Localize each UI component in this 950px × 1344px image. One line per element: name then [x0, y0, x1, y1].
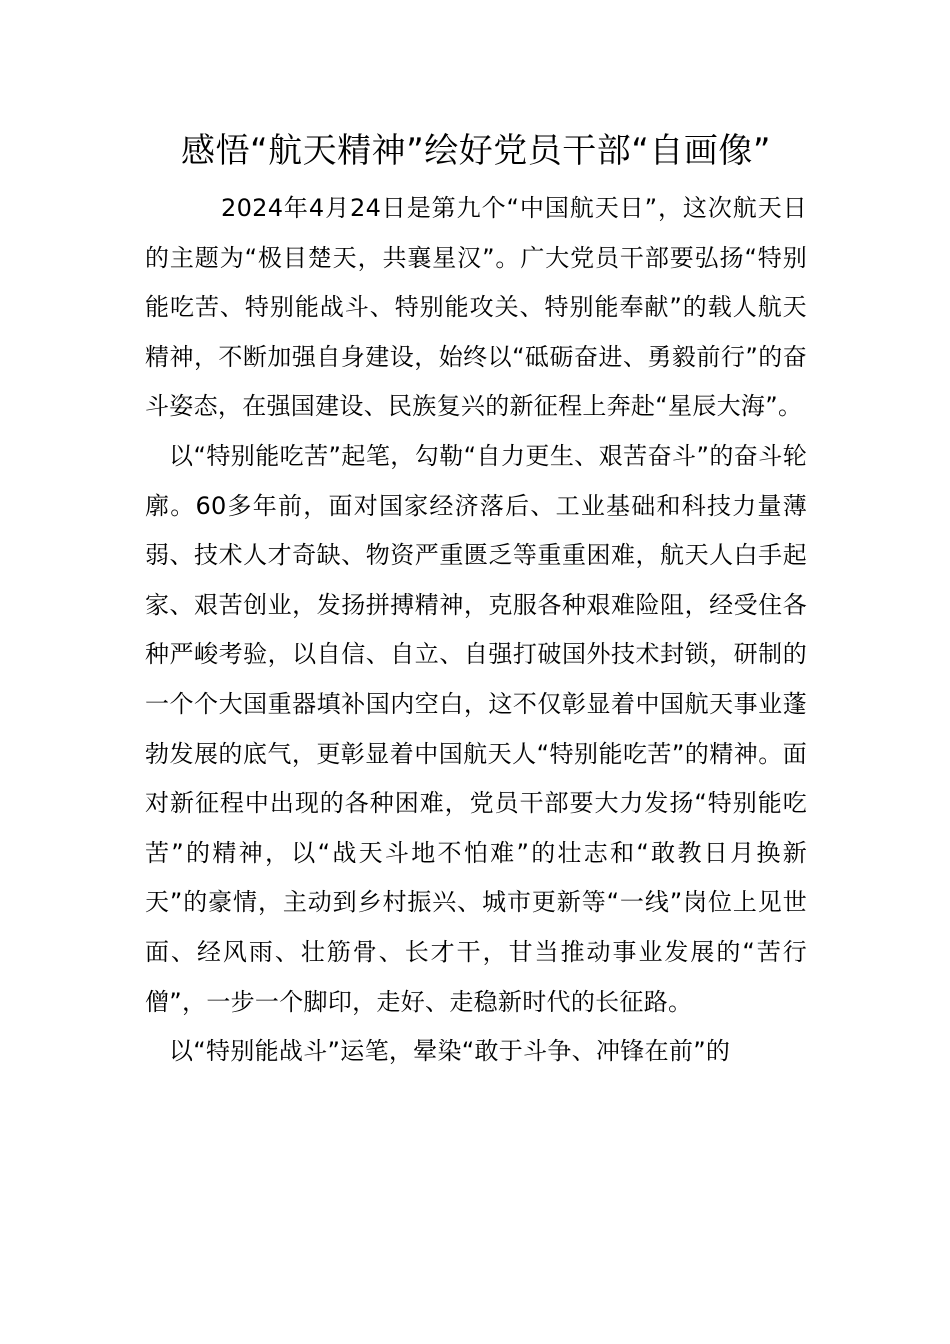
paragraph-fighting: 以“特别能战斗”运笔，晕染“敢于斗争、冲锋在前”的: [169, 1037, 731, 1066]
document-title: 感悟“航天精神”绘好党员干部“自画像”: [181, 131, 771, 171]
paragraph-hardship: 以“特别能吃苦”起笔，勾勒“自力更生、艰苦奋斗”的奋斗轮廓。60多年前，面对国家经济落后、工业基础和科技力量薄弱、技术人才奇缺、物资严重匮乏等重重困难，航天人白手起家、艰苦创业，发扬拼搏精神，克服各种艰难险阻，经受住各种严峻考验，以自信、自立、自强打破国外技术封锁，研制的一个个大国重器填补国内空白，这不仅彰显着中国航天事业蓬勃发展的底气，更彰显着中国航天人“特别能吃苦”的精神。面对新征程中出现的各种困难，党员干部要大力发扬“特别能吃苦”的精神，以“战天斗地不怕难”的壮志和“敢教日月换新天”的豪情，主动到乡村振兴、城市更新等“一线”岗位上见世面、经风雨、壮筋骨、长才干，甘当推动事业发展的“苦行僧”，一步一个脚印，走好、走稳新时代的长征路。: [145, 441, 807, 1016]
document-page: [145, 128, 807, 1077]
paragraph-intro: 2024年4月24日是第九个“中国航天日”，这次航天日的主题为“极目楚天，共襄星汉”。广大党员干部要弘扬“特别能吃苦、特别能战斗、特别能攻关、特别能奉献”的载人航天精神，不断加强自身建设，始终以“砥砺奋进、勇毅前行”的奋斗姿态，在强国建设、民族复兴的新征程上奔赴“星辰大海”。: [145, 194, 807, 421]
